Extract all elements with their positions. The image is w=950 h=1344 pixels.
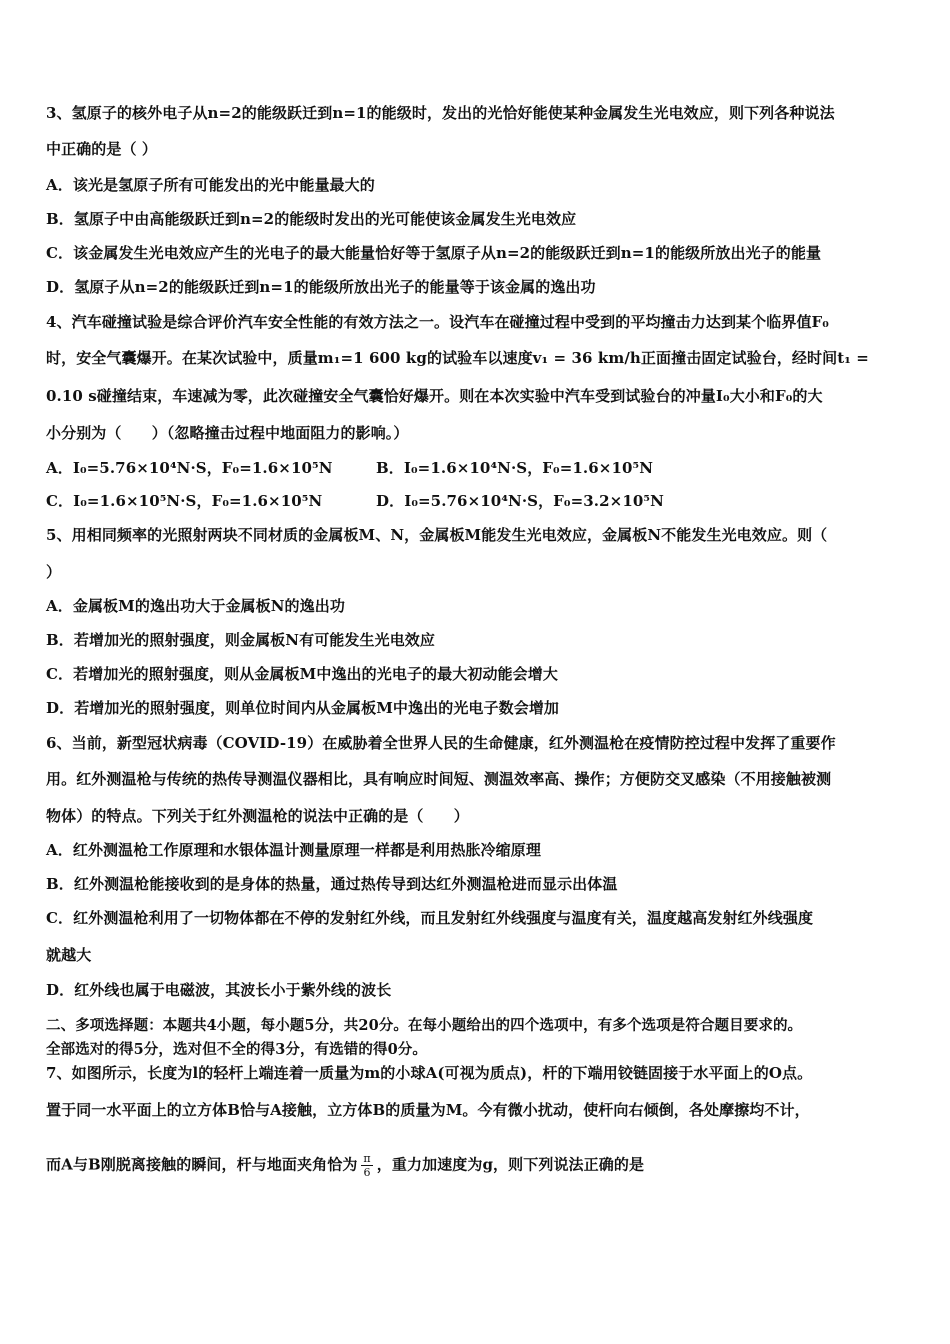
q4-stem-line-2: 时，安全气囊爆开。在某次试验中，质量m₁=1 600 kg的试验车以速度v₁ = 36 km/h正面撞击固定试验台，经时间t₁ = <box>46 349 869 367</box>
q5-option-c: C．若增加光的照射强度，则从金属板M中逸出的光电子的最大初动能会增大 <box>46 665 558 683</box>
q5-option-b: B．若增加光的照射强度，则金属板N有可能发生光电效应 <box>46 631 435 649</box>
fraction-denominator: 6 <box>363 1166 371 1179</box>
q6-option-c-line-2: 就越大 <box>46 946 92 964</box>
pi-over-six-fraction <box>361 1152 372 1179</box>
q6-option-d: D．红外线也属于电磁波，其波长小于紫外线的波长 <box>46 981 392 999</box>
q7-stem-line-3-after: ，重力加速度为g，则下列说法正确的是 <box>376 1155 645 1174</box>
q4-option-d: D．I₀=5.76×10⁴N·S，F₀=3.2×10⁵N <box>376 492 664 510</box>
q3-stem-line-2: 中正确的是（ ） <box>46 140 158 158</box>
q5-option-d: D．若增加光的照射强度，则单位时间内从金属板M中逸出的光电子数会增加 <box>46 699 560 717</box>
q7-stem-line-3-before: 而A与B刚脱离接触的瞬间，杆与地面夹角恰为 <box>46 1155 358 1174</box>
q4-stem-line-3: 0.10 s碰撞结束，车速减为零，此次碰撞安全气囊恰好爆开。则在本次实验中汽车受到试验台的冲量I₀大小和F₀的大 <box>46 387 823 405</box>
q4-option-c: C．I₀=1.6×10⁵N·S，F₀=1.6×10⁵N <box>46 492 323 510</box>
section-2-scoring: 全部选对的得5分，选对但不全的得3分，有选错的得0分。 <box>46 1041 427 1058</box>
q3-stem-line-1: 3、氢原子的核外电子从n=2的能级跃迁到n=1的能级时，发出的光恰好能使某种金属发生光电效应，则下列各种说法 <box>46 104 835 122</box>
section-2-heading: 二、多项选择题：本题共4小题，每小题5分，共20分。在每小题给出的四个选项中，有多个选项是符合题目要求的。 <box>46 1017 803 1034</box>
q6-option-b: B．红外测温枪能接收到的是身体的热量，通过热传导到达红外测温枪进而显示出体温 <box>46 875 618 893</box>
q6-option-c-line-1: C．红外测温枪利用了一切物体都在不停的发射红外线，而且发射红外线强度与温度有关，温度越高发射红外线强度 <box>46 909 814 927</box>
q6-option-a: A．红外测温枪工作原理和水银体温计测量原理一样都是利用热胀冷缩原理 <box>46 841 541 859</box>
q3-option-c: C．该金属发生光电效应产生的光电子的最大能量恰好等于氢原子从n=2的能级跃迁到n=1的能级所放出光子的能量 <box>46 244 822 262</box>
q7-stem-line-2: 置于同一水平面上的立方体B恰与A接触，立方体B的质量为M。今有微小扰动，使杆向右倾倒，各处摩擦均不计， <box>46 1101 810 1119</box>
fraction-numerator: π <box>363 1152 371 1165</box>
q3-option-b: B．氢原子中由高能级跃迁到n=2的能级时发出的光可能使该金属发生光电效应 <box>46 210 577 228</box>
q6-stem-line-1: 6、当前，新型冠状病毒（COVID-19）在威胁着全世界人民的生命健康，红外测温枪在疫情防控过程中发挥了重要作 <box>46 734 836 752</box>
q3-option-d: D．氢原子从n=2的能级跃迁到n=1的能级所放出光子的能量等于该金属的逸出功 <box>46 278 596 296</box>
q4-option-a: A．I₀=5.76×10⁴N·S，F₀=1.6×10⁵N <box>46 459 333 477</box>
q5-stem-line-1: 5、用相同频率的光照射两块不同材质的金属板M、N，金属板M能发生光电效应，金属板N不能发生光电效应。则（ <box>46 526 828 544</box>
q7-stem-line-3 <box>46 1152 644 1179</box>
q6-stem-line-3: 物体）的特点。下列关于红外测温枪的说法中正确的是（ ） <box>46 807 469 825</box>
q4-option-b: B．I₀=1.6×10⁴N·S，F₀=1.6×10⁵N <box>376 459 654 477</box>
q4-stem-line-4: 小分别为（ ）（忽略撞击过程中地面阻力的影响。） <box>46 424 409 442</box>
q5-option-a: A．金属板M的逸出功大于金属板N的逸出功 <box>46 597 345 615</box>
q3-option-a: A．该光是氢原子所有可能发出的光中能量最大的 <box>46 176 375 194</box>
q4-stem-line-1: 4、汽车碰撞试验是综合评价汽车安全性能的有效方法之一。设汽车在碰撞过程中受到的平均撞击力达到某个临界值F₀ <box>46 313 829 331</box>
q6-stem-line-2: 用。红外测温枪与传统的热传导测温仪器相比，具有响应时间短、测温效率高、操作；方便防交叉感染（不用接触被测 <box>46 770 832 788</box>
q5-stem-line-2: ） <box>46 563 62 581</box>
q7-stem-line-1: 7、如图所示，长度为l的轻杆上端连着一质量为m的小球A(可视为质点)，杆的下端用铰链固接于水平面上的O点。 <box>46 1064 813 1082</box>
